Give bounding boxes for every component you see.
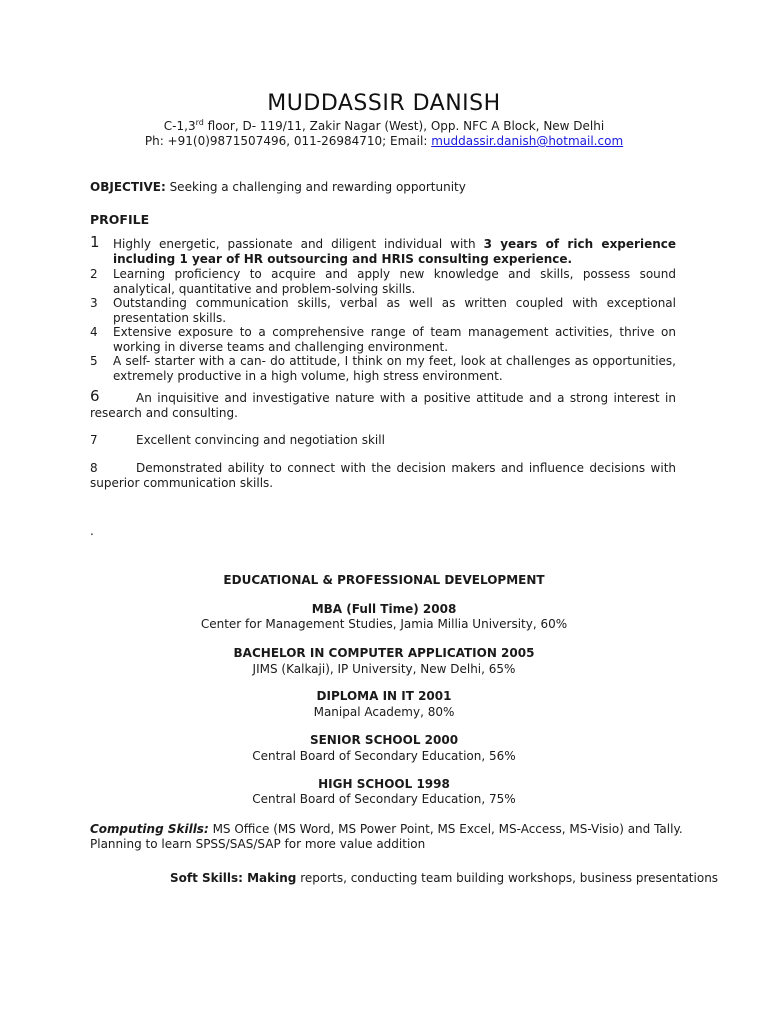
profile-heading: PROFILE (90, 212, 150, 227)
profile-item-text: An inquisitive and investigative nature with a positive attitude and a strong interest in research and consulting. (90, 391, 676, 420)
profile-item-text: Outstanding communication skills, verbal as well as written coupled with exceptional presentation skills. (113, 296, 676, 325)
degree-title: BACHELOR IN COMPUTER APPLICATION 2005 (233, 646, 535, 660)
candidate-name: MUDDASSIR DANISH (267, 91, 501, 116)
profile-item-number: 5 (90, 354, 98, 368)
degree-title: MBA (Full Time) 2008 (311, 602, 457, 616)
profile-item-number: 8 (90, 461, 98, 475)
soft-skills-label: Soft Skills: Making (170, 871, 297, 885)
profile-item-text: Excellent convincing and negotiation skill (136, 433, 385, 447)
computing-skills-label: Computing Skills: (90, 822, 209, 836)
computing-skills (90, 822, 690, 851)
objective-line (90, 180, 690, 195)
profile-item-number: 6 (90, 387, 100, 405)
profile-item (90, 354, 676, 383)
computing-skills-text: MS Office (MS Word, MS Power Point, MS Excel, MS-Access, MS-Visio) and Tally. Planning to learn SPSS/SAS/SAP for more value addition (90, 822, 683, 851)
phone-text: Ph: +91(0)9871507496, 011-26984710; Email: (144, 134, 432, 148)
profile-item (90, 267, 676, 296)
profile-item-text-bold: 3 years of rich experience including 1 year of HR outsourcing and HRIS consulting experience. (113, 237, 676, 266)
degree-title: HIGH SCHOOL 1998 (318, 777, 450, 791)
degree-detail: Central Board of Secondary Education, 75% (252, 792, 516, 806)
trailing-dot: . (90, 524, 94, 538)
profile-item-number: 4 (90, 325, 98, 339)
objective-label: OBJECTIVE: (90, 180, 166, 194)
address-pre: C-1,3 (163, 119, 196, 133)
soft-skills-text: reports, conducting team building workshops, business presentations (296, 871, 719, 885)
email-link[interactable]: muddassir.danish@hotmail.com (431, 134, 624, 148)
address-post: floor, D- 119/11, Zakir Nagar (West), Opp. NFC A Block, New Delhi (203, 119, 605, 133)
profile-item-text: Demonstrated ability to connect with the decision makers and influence decisions with superior communication skills. (90, 461, 676, 490)
profile-item (90, 296, 676, 325)
profile-item-text: Learning proficiency to acquire and apply new knowledge and skills, possess sound analytical, quantitative and problem-solving skills. (113, 267, 676, 296)
contact-line (0, 134, 768, 149)
degree-title: DIPLOMA IN IT 2001 (316, 689, 452, 703)
profile-item-text (113, 237, 676, 266)
profile-item-text: Extensive exposure to a comprehensive range of team management activities, thrive on working in diverse teams and challenging environment. (113, 325, 676, 354)
address-sup: rd (195, 118, 204, 127)
profile-item (90, 387, 676, 420)
profile-item-number: 2 (90, 267, 98, 281)
degree-detail: Center for Management Studies, Jamia Millia University, 60% (200, 617, 568, 631)
objective-text: Seeking a challenging and rewarding opportunity (165, 180, 466, 194)
profile-item-number: 1 (90, 233, 100, 251)
profile-item (90, 433, 676, 448)
profile-item-text: A self- starter with a can- do attitude, I think on my feet, look at challenges as opportunities, extremely productive in a high volume, high stress environment. (113, 354, 676, 383)
degree-detail: Manipal Academy, 80% (313, 705, 455, 719)
degree-detail: JIMS (Kalkaji), IP University, New Delhi, 65% (252, 662, 516, 676)
profile-item (90, 325, 676, 354)
address-line (0, 119, 768, 134)
profile-item-text-pre: Highly energetic, passionate and diligent individual with (113, 237, 484, 251)
soft-skills (170, 871, 730, 886)
profile-item (90, 233, 676, 266)
degree-detail: Central Board of Secondary Education, 56% (252, 749, 516, 763)
profile-item (90, 461, 676, 490)
profile-item-number: 3 (90, 296, 98, 310)
degree-title: SENIOR SCHOOL 2000 (309, 733, 459, 747)
profile-item-number: 7 (90, 433, 98, 447)
education-title: EDUCATIONAL & PROFESSIONAL DEVELOPMENT (223, 573, 545, 587)
